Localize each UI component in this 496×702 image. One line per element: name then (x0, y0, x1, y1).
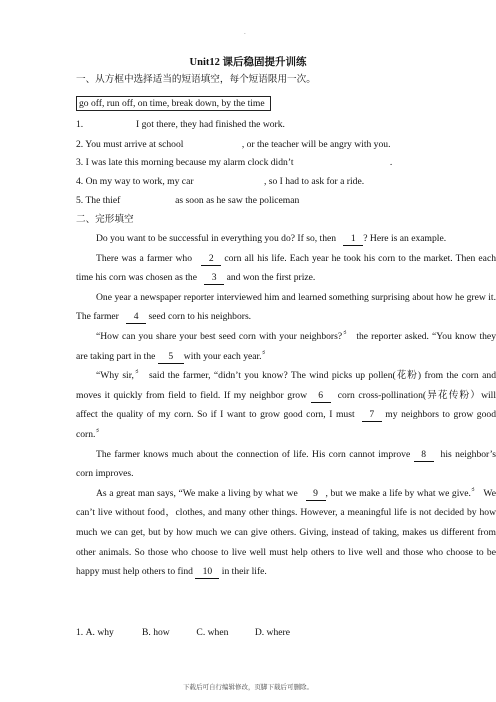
passage-paragraph-4: “How can you share your best seed corn with your neighbors?〞 the reporter asked. “You know they are taking part in the 5 with your each year.〞 (76, 330, 496, 362)
item-text-after: I got there, they had finished the work. (136, 119, 285, 130)
page-footer: 下载后可自行编辑修改，页脚下载后可删除。 (183, 684, 313, 691)
blank-8[interactable]: 8 (414, 449, 434, 462)
blank-2[interactable]: 2 (201, 253, 221, 266)
passage-paragraph-1: Do you want to be successful in everything you do? If so, then 1 ? Here is an example. (96, 233, 447, 244)
item-text-after: as soon as he saw the policeman (175, 195, 300, 206)
passage-paragraph-5: “Why sir,〞 said the farmer, “didn’t you know? The wind picks up pollen(花粉) from the corn and moves it quickly from field to field. If my neighbor grow 6 corn cross-pollination(异花传粉）will affect the quality of my corn. So if I want to grow good corn, I must 7 my neighbors to grow good corn.〞 (76, 370, 496, 440)
item-text-before: On my way to work, my car (85, 176, 194, 187)
exercise-item-3 (76, 156, 440, 169)
exercise-item-1 (76, 118, 440, 131)
question-1-options (76, 627, 290, 638)
item-number: 1. (76, 119, 84, 130)
blank-6[interactable]: 6 (311, 390, 331, 403)
passage-paragraph-6: The farmer knows much about the connection of life. His corn cannot improve 8 his neighbor’s corn improves. (76, 448, 496, 480)
item-number: 2. (76, 139, 84, 150)
item-text-after: , so I had to ask for a ride. (263, 176, 365, 187)
item-text-before: I was late this morning because my alarm clock didn’t (85, 157, 294, 168)
exercise-item-2 (76, 138, 440, 151)
blank-5[interactable]: 5 (158, 351, 184, 364)
item-text-after: , or the teacher will be angry with you. (241, 139, 391, 150)
blank-9[interactable]: 9 (306, 488, 326, 501)
section1-heading: 一、从方框中选择适当的短语填空，每个短语限用一次。 (76, 74, 316, 85)
header-mark: . (244, 28, 246, 36)
section2-heading: 二、完形填空 (76, 214, 134, 225)
blank-4[interactable]: 4 (126, 311, 146, 324)
item-number: 4. (76, 176, 84, 187)
exercise-item-5 (76, 194, 440, 207)
item-number: 5. (76, 195, 84, 206)
blank-1[interactable]: 1 (343, 233, 363, 246)
page-title: Unit12 课后稳固提升训练 (189, 57, 307, 68)
option-a[interactable]: A. why (85, 627, 114, 638)
blank-3[interactable]: 3 (204, 272, 224, 285)
item-text-before: You must arrive at school (85, 139, 184, 150)
blank-7[interactable]: 7 (362, 409, 382, 422)
cloze-passage (76, 229, 496, 582)
phrase-box: go off, run off, on time, break down, by the time (76, 96, 271, 111)
option-b[interactable]: B. how (142, 627, 170, 638)
passage-paragraph-2: There was a farmer who 2 corn all his life. Each year he took his corn to the market. Then each time his corn was chosen as the 3 and won the first prize. (76, 252, 496, 284)
item-text-before: The thief (85, 195, 121, 206)
item-number: 3. (76, 157, 84, 168)
passage-paragraph-3: One year a newspaper reporter interviewed him and learned something surprising about how he grew it. The farmer 4 seed corn to his neighbors. (76, 291, 496, 323)
option-d[interactable]: D. where (254, 627, 290, 638)
passage-paragraph-7: As a great man says, “We make a living by what we 9 , but we make a life by what we give.〞 We can’t live without food，clothes, and many other things. However, a meaningful life is not decided by how much we can get, but by how much we can give others. Giving, instead of taking, makes us different from other animals. So those who choose to live well must help others to live well and those who choose to be happy must help others to find 10 in their life. (76, 487, 496, 578)
exercise-item-4 (76, 175, 440, 188)
question-number: 1. (76, 627, 84, 638)
blank-10[interactable]: 10 (195, 566, 219, 579)
option-c[interactable]: C. when (196, 627, 229, 638)
item-text-after: . (389, 157, 393, 168)
